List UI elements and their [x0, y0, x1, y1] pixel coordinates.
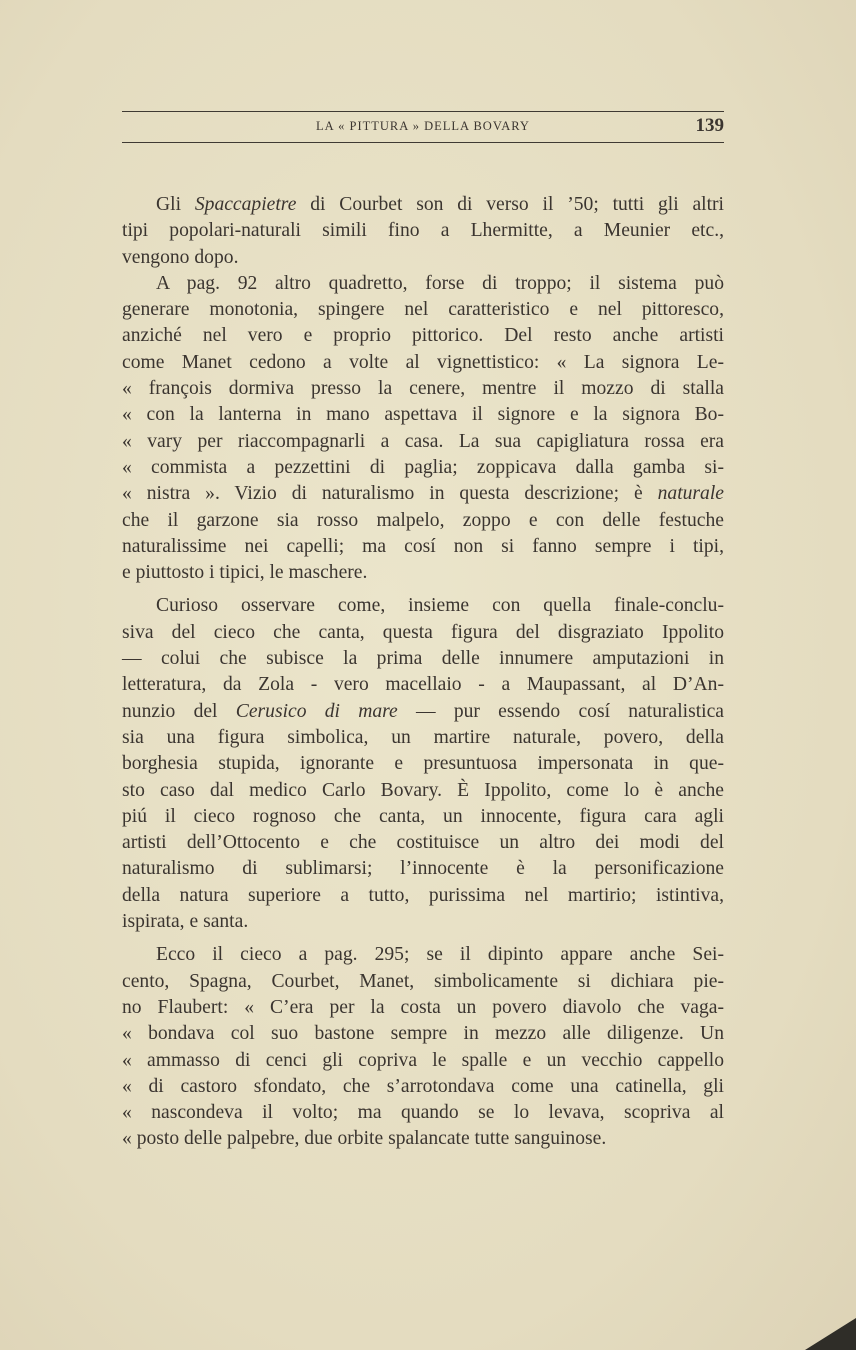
header-rule-bottom [122, 142, 724, 143]
text-line: « nistra ». Vizio di naturalismo in questa descrizione; è naturale [122, 483, 724, 505]
text-line: « di castoro sfondato, che s’arrotondava come una catinella, gli [122, 1075, 724, 1097]
text-line: generare monotonia, spingere nel caratteristico e nel pittoresco, [122, 299, 724, 321]
text-line: borghesia stupida, ignorante e presuntuosa impersonata in que- [122, 753, 724, 775]
text-line: artisti dell’Ottocento e che costituisce un altro dei modi del [122, 832, 724, 854]
text-line: « nascondeva il volto; ma quando se lo levava, scopriva al [122, 1102, 724, 1124]
text-line: anziché nel vero e proprio pittorico. Del resto anche artisti [122, 325, 724, 347]
text-line: della natura superiore a tutto, purissima nel martirio; istintiva, [122, 884, 724, 906]
paragraph [122, 942, 724, 1152]
body-text [122, 192, 724, 1153]
text-line: « françois dormiva presso la cenere, mentre il mozzo di stalla [122, 378, 724, 400]
text-line: no Flaubert: « C’era per la costa un povero diavolo che vaga- [122, 996, 724, 1018]
text-line: « posto delle palpebre, due orbite spalancate tutte sanguinose. [122, 1128, 607, 1150]
text-line: naturalissime nei capelli; ma cosí non si fanno sempre i tipi, [122, 535, 724, 557]
text-line: vengono dopo. [122, 246, 239, 268]
text-line: « commista a pezzettini di paglia; zoppicava dalla gamba si- [122, 456, 724, 478]
text-line: « bondava col suo bastone sempre in mezzo alle diligenze. Un [122, 1023, 724, 1045]
text-line: Curioso osservare come, insieme con quella finale-conclu- [156, 595, 724, 617]
page-number: 139 [695, 115, 724, 136]
text-line: « con la lanterna in mano aspettava il signore e la signora Bo- [122, 404, 724, 426]
paragraph [122, 192, 724, 271]
text-line: — colui che subisce la prima delle innumere amputazioni in [122, 648, 724, 670]
text-line: Ecco il cieco a pag. 295; se il dipinto appare anche Sei- [156, 944, 724, 966]
text-line: sto caso dal medico Carlo Bovary. È Ippolito, come lo è anche [122, 779, 724, 801]
italic-phrase: naturale [657, 483, 724, 505]
text-line: come Manet cedono a volte al vignettistico: « La signora Le- [122, 351, 724, 373]
running-title: LA « PITTURA » DELLA BOVARY [316, 119, 530, 133]
running-header [122, 111, 724, 145]
paragraph [122, 593, 724, 935]
text-line: sia una figura simbolica, un martire naturale, povero, della [122, 726, 724, 748]
text-line: cento, Spagna, Courbet, Manet, simbolicamente si dichiara pie- [122, 970, 724, 992]
text-line: tipi popolari-naturali simili fino a Lhermitte, a Meunier etc., [122, 220, 724, 242]
text-line: Gli Spaccapietre di Courbet son di verso il ’50; tutti gli altri [156, 194, 724, 215]
text-line: e piuttosto i tipici, le maschere. [122, 562, 368, 584]
text-line: naturalismo di sublimarsi; l’innocente è la personificazione [122, 858, 724, 880]
text-line: nunzio del Cerusico di mare — pur essendo cosí naturalistica [122, 700, 724, 722]
header-rule-top [122, 111, 724, 112]
text-line: piú il cieco rognoso che canta, un innocente, figura cara agli [122, 805, 724, 827]
paragraph [122, 271, 724, 587]
text-line: siva del cieco che canta, questa figura del disgraziato Ippolito [122, 621, 724, 643]
italic-phrase: Spaccapietre [194, 194, 297, 215]
text-line: A pag. 92 altro quadretto, forse di troppo; il sistema può [156, 272, 724, 294]
text-line: che il garzone sia rosso malpelo, zoppo e con delle festuche [122, 509, 724, 531]
italic-phrase: Cerusico di mare [235, 700, 398, 722]
text-line: « vary per riaccompagnarli a casa. La sua capigliatura rossa era [122, 430, 724, 452]
text-line: ispirata, e santa. [122, 911, 249, 933]
text-line: « ammasso di cenci gli copriva le spalle e un vecchio cappello [122, 1049, 724, 1071]
text-line: letteratura, da Zola - vero macellaio - a Maupassant, al D’An- [122, 674, 724, 696]
